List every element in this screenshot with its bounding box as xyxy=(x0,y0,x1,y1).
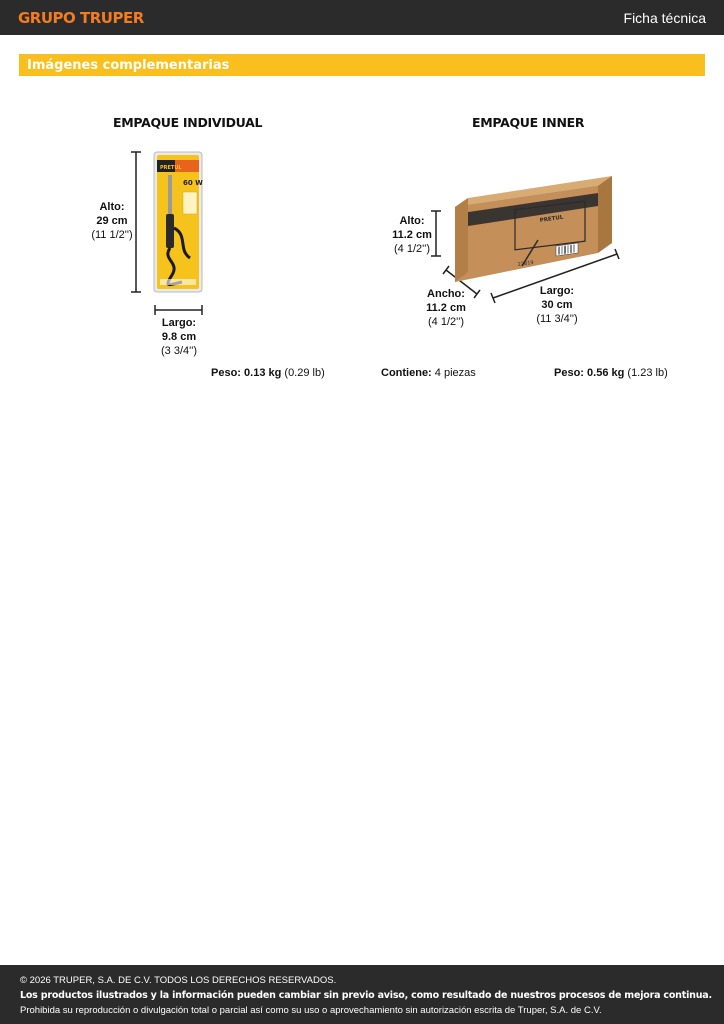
inner-contents-label: Contiene: xyxy=(381,367,432,379)
individual-length-value: 9.8 cm xyxy=(161,331,197,343)
individual-height-inches: (11 1/2'') xyxy=(91,229,133,241)
cardboard-box-image xyxy=(455,176,612,282)
inner-weight-label: Peso: xyxy=(554,367,584,379)
individual-length-inches: (3 3/4'') xyxy=(161,345,197,357)
inner-contents-value: 4 piezas xyxy=(434,367,476,379)
blister-brand-text: PRETUL xyxy=(160,165,182,171)
inner-width-title: Ancho: xyxy=(427,288,465,300)
individual-weight-value: 0.13 kg xyxy=(244,367,282,379)
box-code-text: 22819 xyxy=(517,259,535,268)
inner-height-inches: (4 1/2'') xyxy=(394,243,430,255)
inner-width-value: 11.2 cm xyxy=(426,302,466,314)
footer-notice: Los productos ilustrados y la información pueden cambiar sin previo aviso, como resultado de nuestros procesos de mejora continua. xyxy=(20,990,712,1001)
inner-height-label xyxy=(388,214,436,256)
individual-length-dimension-line xyxy=(155,305,202,315)
inner-weight xyxy=(554,367,668,379)
individual-height-title: Alto: xyxy=(99,201,125,213)
individual-weight xyxy=(211,367,325,379)
inner-weight-value: 0.56 kg xyxy=(587,367,625,379)
inner-length-inches: (11 3/4'') xyxy=(536,313,578,325)
inner-length-title: Largo: xyxy=(539,285,575,297)
blister-power-text: 60 W xyxy=(183,179,203,187)
individual-length-title: Largo: xyxy=(161,317,197,329)
inner-width-label xyxy=(420,287,472,329)
inner-height-title: Alto: xyxy=(399,215,425,227)
individual-length-label xyxy=(154,316,204,358)
individual-height-value: 29 cm xyxy=(96,215,128,227)
blister-pack-image xyxy=(154,152,203,292)
page-footer xyxy=(0,965,724,1024)
inner-length-label xyxy=(532,284,582,326)
section-title: Imágenes complementarias xyxy=(27,57,230,73)
footer-prohibition: Prohibida su reproducción o divulgación total o parcial así como su uso o aprovechamiento sin autorización escrita de Truper, S.A. de C.V. xyxy=(20,1005,602,1016)
inner-package-title: EMPAQUE INNER xyxy=(472,115,585,130)
individual-weight-lb: (0.29 lb) xyxy=(284,367,325,379)
inner-width-inches: (4 1/2'') xyxy=(428,316,464,328)
footer-copyright: © 2026 TRUPER, S.A. DE C.V. TODOS LOS DERECHOS RESERVADOS. xyxy=(20,975,337,986)
document-type-label: Ficha técnica xyxy=(623,9,706,26)
individual-weight-label: Peso: xyxy=(211,367,241,379)
inner-length-value: 30 cm xyxy=(541,299,573,311)
box-brand-text: PRETUL xyxy=(539,214,564,224)
individual-height-label xyxy=(90,200,134,242)
inner-weight-lb: (1.23 lb) xyxy=(627,367,668,379)
brand-logo[interactable]: GRUPO TRUPER xyxy=(18,8,144,27)
inner-height-value: 11.2 cm xyxy=(392,229,432,241)
inner-contents xyxy=(381,367,476,379)
individual-package-title: EMPAQUE INDIVIDUAL xyxy=(113,115,263,130)
